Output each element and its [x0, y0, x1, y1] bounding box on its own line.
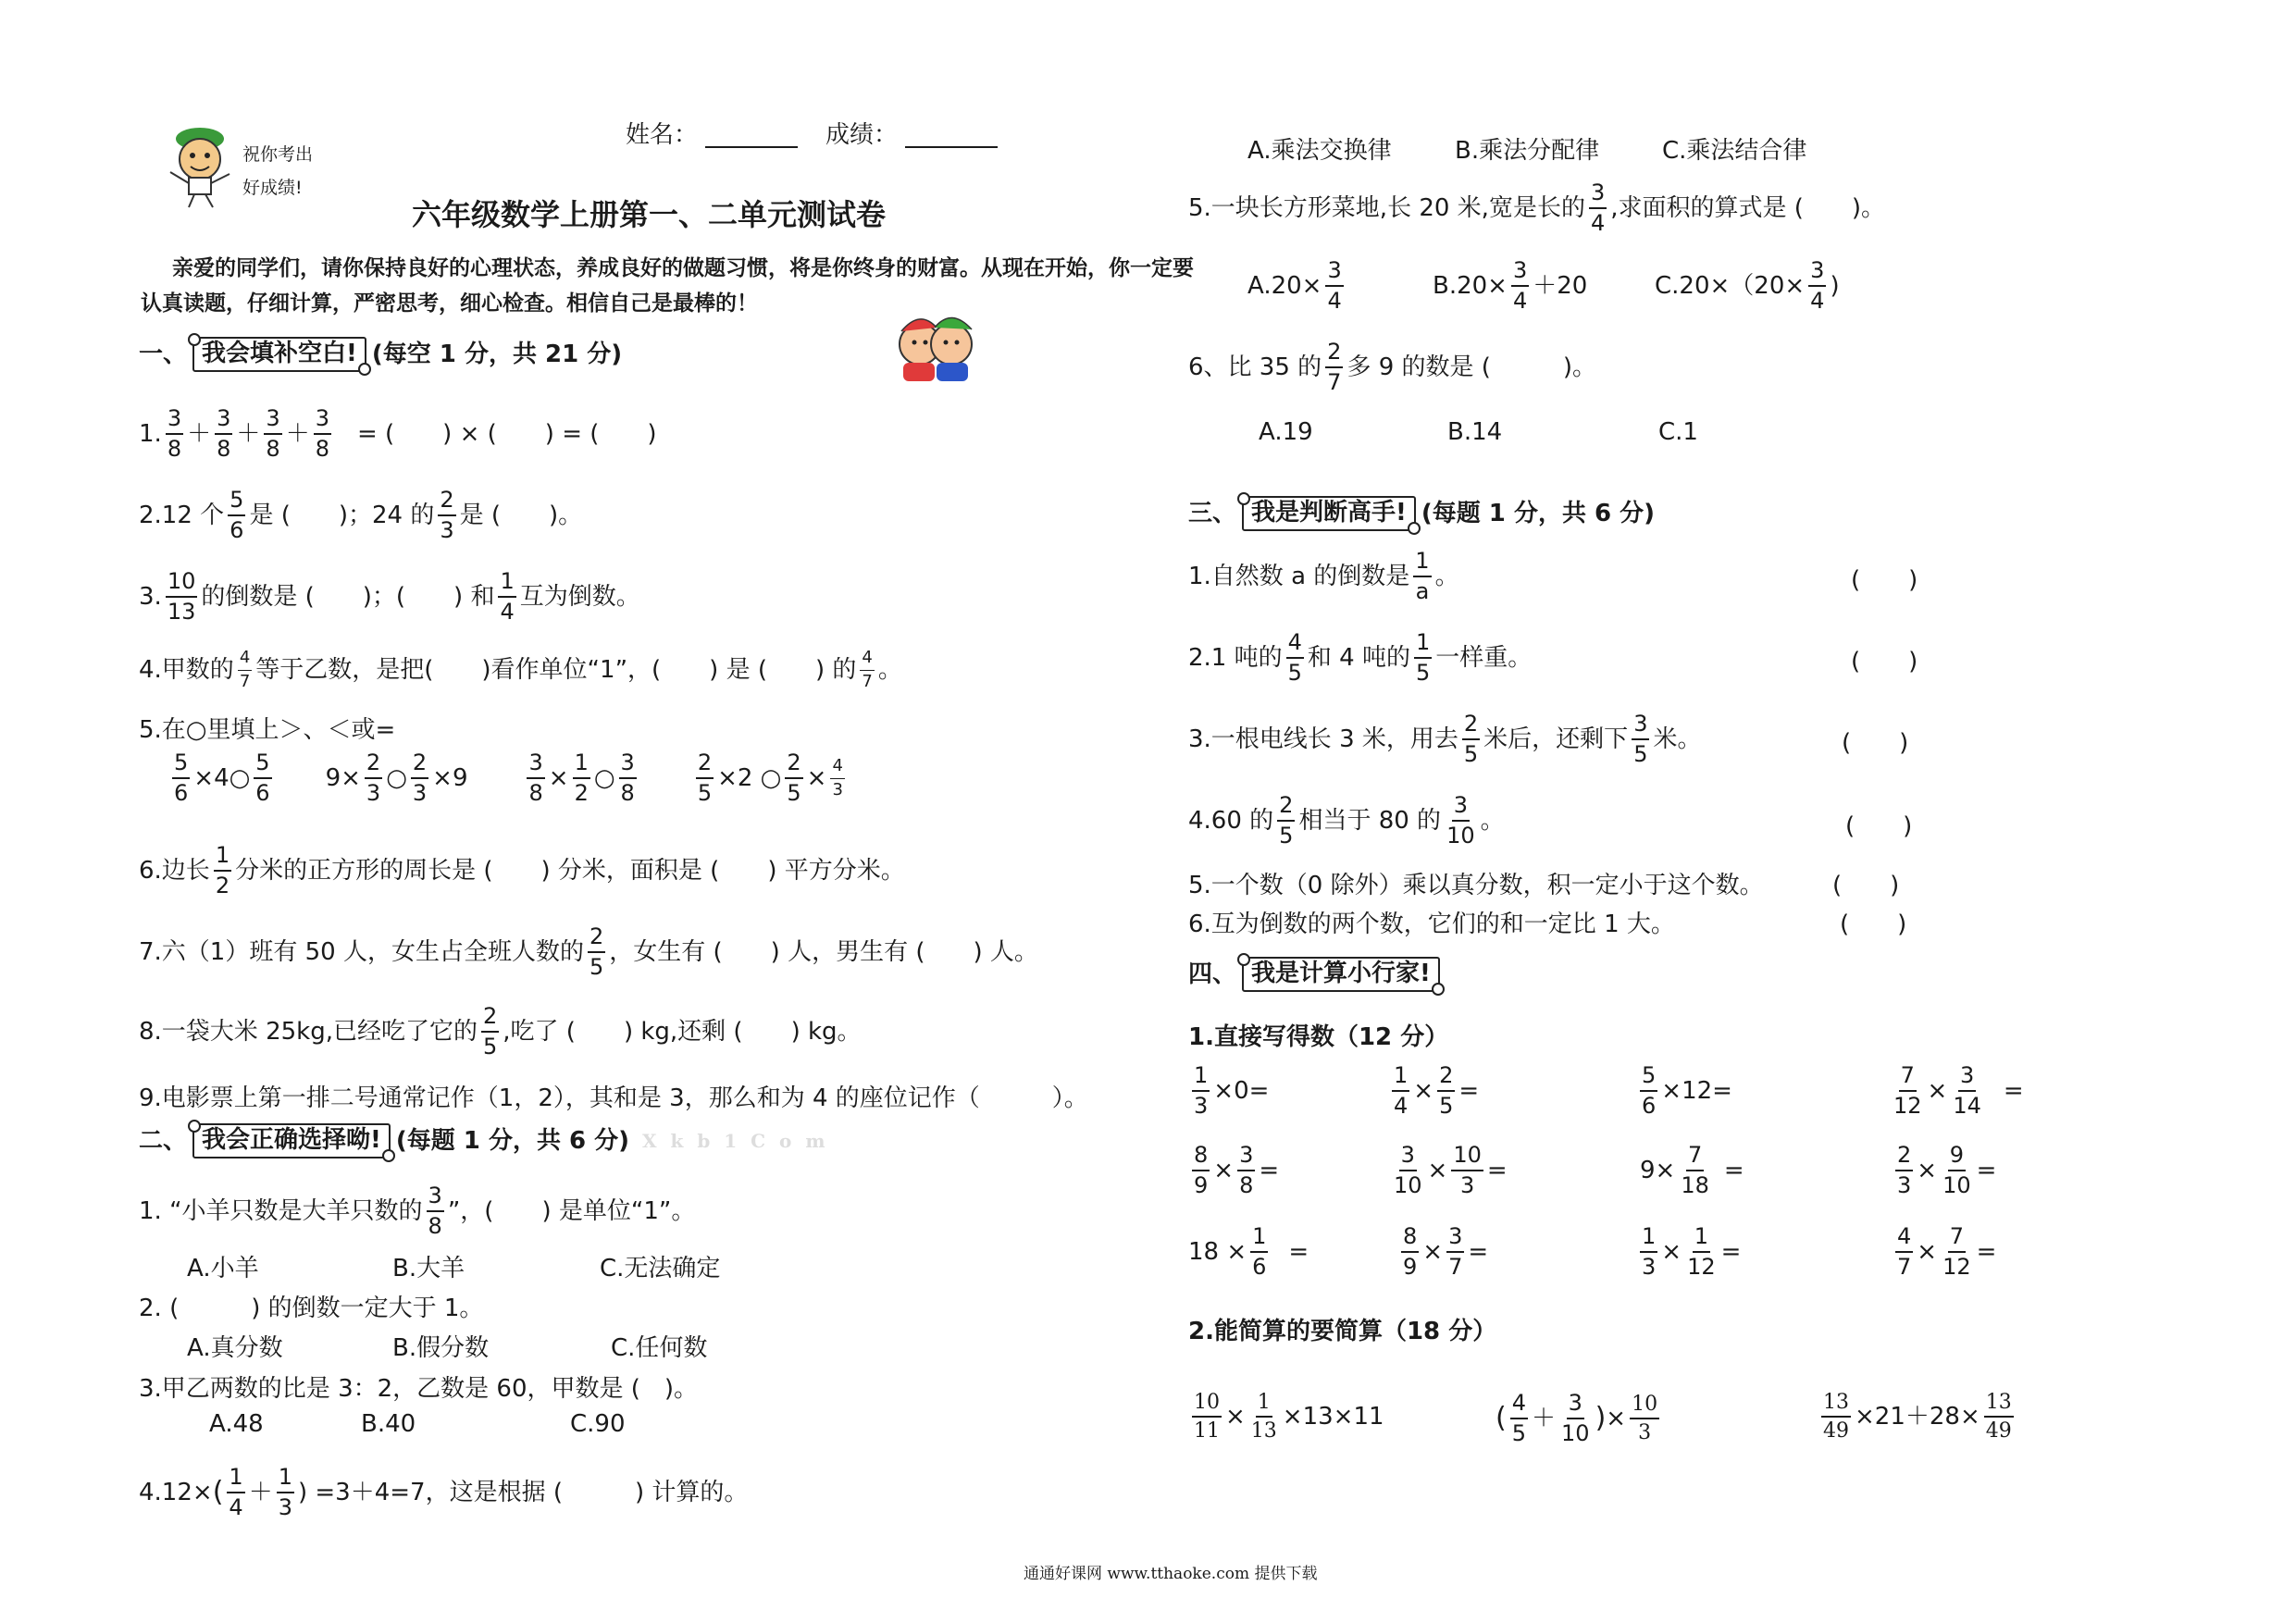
- s1-question-1: 1. $\frac{3}{8}$ ＋ $\frac{3}{8}$ ＋ $\frac{3}{8}$ ＋ $\frac{3}{8}$ = ( ) × ( ) = ( ): [139, 405, 657, 463]
- s1-question-5: 5.在○里填上＞、＜或=: [139, 716, 396, 744]
- fraction-2-5: $\frac{2}{5}$: [1279, 792, 1294, 849]
- calc-r2-c3: [1640, 1144, 1744, 1197]
- s3-question-5: 5.一个数（0 除外）乘以真分数，积一定小于这个数。: [1188, 872, 1764, 899]
- fraction-1-2: $\frac{1}{2}$: [215, 842, 230, 899]
- calc-r3-c2: $\frac{8}{9}$ × $\frac{3}{7}$ =: [1403, 1223, 1489, 1281]
- fraction-3-8: $\frac{3}{8}$: [315, 405, 329, 463]
- section3-heading: [1188, 496, 1655, 531]
- s2-q6-option-b: B.14: [1447, 418, 1503, 446]
- score-blank: [905, 122, 998, 148]
- calc-eq: =: [1468, 1238, 1489, 1267]
- s2-q1-a: 1. “小羊只数是大羊只数的: [139, 1197, 423, 1226]
- fraction-3-8: $\frac{3}{8}$: [266, 405, 280, 463]
- fraction-10-3: $\frac{10}{3}$: [1453, 1142, 1482, 1199]
- score-field: [825, 122, 998, 148]
- s3-q3-b: 米后，还剩下: [1483, 725, 1629, 754]
- fraction-2-5: $\frac{2}{5}$: [787, 750, 801, 807]
- fraction-1-13: $\frac{1}{13}$: [1250, 1391, 1277, 1443]
- q3-b: 的倒数是 ( )；( ) 和: [201, 583, 495, 612]
- s3-q6-answer-paren: ( ): [1840, 911, 1907, 938]
- fraction-4-5: $\frac{4}{5}$: [1287, 629, 1302, 687]
- s2-q6-option-a: A.19: [1259, 418, 1313, 446]
- fraction-1-a: $\frac{1}{a}$: [1415, 548, 1430, 605]
- calc-eq: =: [2003, 1077, 2024, 1106]
- s2-q4-a: 4.12×: [139, 1479, 213, 1507]
- calc-eq: =: [1288, 1238, 1309, 1267]
- s2-q2-option-a: A.真分数: [187, 1334, 283, 1362]
- s2-q1-option-c: C.无法确定: [600, 1255, 721, 1282]
- calc-eq: =: [1486, 1157, 1508, 1185]
- simplify-3: [1818, 1392, 2017, 1442]
- section2-num: 二、: [139, 1127, 188, 1155]
- calc-r3-c3: $\frac{1}{3}$ × $\frac{1}{12}$ =: [1642, 1223, 1742, 1281]
- calc-eq: =: [1720, 1238, 1742, 1267]
- s1-question-6: [139, 844, 905, 898]
- section4-sub2-row: [1188, 1319, 1496, 1344]
- calc-r1-c2: $\frac{1}{4}$ × $\frac{2}{5}$ =: [1394, 1062, 1480, 1120]
- calc-eq: =: [1259, 1157, 1280, 1185]
- s2-question-6: [1188, 341, 1596, 394]
- s2-q1-option-b: B.大羊: [392, 1255, 465, 1282]
- fraction-1-6: $\frac{1}{6}$: [1252, 1223, 1267, 1281]
- score-label: 成绩：: [825, 121, 899, 149]
- s2-question-5: [1188, 181, 1885, 235]
- q8-b: ,吃了 ( ) kg,还剩 ( ) kg。: [503, 1018, 862, 1047]
- fraction-1-5: $\frac{1}{5}$: [1415, 629, 1431, 687]
- calc-n9: 9×: [1640, 1157, 1676, 1185]
- s2-q3-option-c: C.90: [570, 1410, 626, 1438]
- q2-a: 2.12 个: [139, 502, 225, 530]
- s3-q3-c: 米。: [1653, 725, 1702, 754]
- s2-q4-option-b: B.乘法分配律: [1455, 137, 1600, 165]
- name-field: [626, 122, 798, 148]
- q5-i7: ×2 ○: [717, 764, 782, 793]
- s2-q4-option-c: C.乘法结合律: [1662, 137, 1807, 165]
- calc-eq: =: [1723, 1157, 1744, 1185]
- s2-q5-c-text: C.20×（20×: [1655, 272, 1806, 301]
- section4-heading: [1188, 957, 1446, 992]
- s2-q2-option-b: B.假分数: [392, 1334, 490, 1362]
- fraction-3-4: $\frac{3}{4}$: [1810, 257, 1825, 315]
- s3-question-1: [1188, 550, 1459, 603]
- s3-q2-a: 2.1 吨的: [1188, 644, 1283, 673]
- section1-title: 我会填补空白!: [192, 337, 366, 372]
- calc-r3-c4: $\frac{4}{7}$ × $\frac{7}{12}$ =: [1897, 1223, 1997, 1281]
- mascot-text-1: 祝你考出: [242, 144, 314, 165]
- s2-question-3: 3.甲乙两数的比是 3：2，乙数是 60，甲数是 ( )。: [139, 1375, 699, 1403]
- s3-q1-b: 。: [1434, 563, 1459, 591]
- fraction-3-4: $\frac{3}{4}$: [1512, 257, 1528, 315]
- q8-a: 8.一袋大米 25kg,已经吃了它的: [139, 1018, 478, 1047]
- s2-q5-a: 5.一块长方形菜地,长 20 米,宽是长的: [1188, 194, 1585, 223]
- s3-q2-answer-paren: ( ): [1851, 648, 1918, 675]
- s2-q5-option-b: [1433, 259, 1587, 313]
- s2-q1-b: ”，( ) 是单位“1”。: [447, 1197, 696, 1226]
- calc-eq: =: [1976, 1157, 1997, 1185]
- section1-heading: [139, 337, 622, 372]
- fraction-13-49: $\frac{13}{49}$: [1823, 1391, 1849, 1443]
- q1-label: 1.: [139, 420, 162, 449]
- calc-eq: =: [1458, 1077, 1480, 1106]
- simplify-1: $\frac{10}{11}$ × $\frac{1}{13}$ ×13×11: [1194, 1391, 1384, 1443]
- calc-x12: ×12=: [1661, 1077, 1732, 1106]
- mascot-illustration: [157, 118, 242, 211]
- section2-title: 我会正确选择呦!: [192, 1123, 391, 1158]
- q5-i8: ×: [806, 764, 827, 793]
- name-blank: [705, 122, 798, 148]
- s3-q4-a: 4.60 的: [1188, 807, 1274, 836]
- s2-q5-b-text: B.20×: [1433, 272, 1508, 301]
- q5-i4: ×9: [432, 764, 468, 793]
- s1-question-3: [139, 570, 640, 624]
- fraction-5-6: $\frac{5}{6}$: [1642, 1062, 1657, 1120]
- section4-sub1: 1.直接写得数（12 分）: [1188, 1023, 1449, 1051]
- s2-q3-option-a: A.48: [209, 1410, 264, 1438]
- fraction-5-6: $\frac{5}{6}$: [230, 487, 244, 544]
- fraction-3-5: $\frac{3}{5}$: [1633, 711, 1648, 768]
- s2-q2-option-c: C.任何数: [611, 1334, 708, 1362]
- simplify-3-tail: ×21＋28×: [1855, 1403, 1980, 1431]
- fraction-1-4: $\frac{1}{4}$: [1394, 1062, 1409, 1120]
- fraction-8-9: $\frac{8}{9}$: [1403, 1223, 1418, 1281]
- q5-i5: ×: [548, 764, 569, 793]
- fraction-1-4: $\frac{1}{4}$: [229, 1464, 243, 1521]
- name-label: 姓名：: [626, 121, 699, 149]
- fraction-9-10: $\frac{9}{10}$: [1942, 1142, 1971, 1199]
- fraction-4-3: $\frac{4}{3}$: [832, 755, 843, 799]
- calc-r1-c1: [1188, 1064, 1269, 1118]
- s2-q5-option-c: [1655, 259, 1840, 313]
- fraction-4-7: $\frac{4}{7}$: [239, 648, 251, 691]
- section2-heading: [139, 1123, 829, 1158]
- fraction-10-11: $\frac{10}{11}$: [1194, 1391, 1220, 1443]
- q4-b: 等于乙数，是把( )看作单位“1”，( ) 是 ( ) 的: [255, 656, 857, 685]
- s3-q5-answer-paren: ( ): [1832, 872, 1900, 899]
- s3-question-6: 6.互为倒数的两个数，它们的和一定比 1 大。: [1188, 911, 1675, 938]
- fraction-13-49: $\frac{13}{49}$: [1985, 1391, 2012, 1443]
- s3-question-3: [1188, 712, 1701, 766]
- s3-question-2: [1188, 631, 1532, 685]
- q6-a: 6.边长: [139, 857, 210, 886]
- fraction-3-7: $\frac{3}{7}$: [1448, 1223, 1463, 1281]
- s2-question-4: 4.12× ( $\frac{1}{4}$ ＋ $\frac{1}{3}$ ) =3＋4=7，这是根据 ( ) 计算的。: [139, 1464, 749, 1521]
- q3-a: 3.: [139, 583, 162, 612]
- fraction-4-7: $\frac{4}{7}$: [862, 648, 873, 691]
- simplify-2: ( $\frac{4}{5}$ ＋ $\frac{3}{10}$ ) × $\frac{10}{3}$: [1496, 1390, 1658, 1447]
- q5-i2: 9×: [325, 764, 361, 793]
- fraction-2-5: $\frac{2}{5}$: [1439, 1062, 1454, 1120]
- section3-title: 我是判断高手!: [1242, 496, 1416, 531]
- fraction-2-7: $\frac{2}{7}$: [1327, 339, 1342, 396]
- q1-tail: = ( ) × ( ) = ( ): [356, 420, 657, 449]
- fraction-7-12: $\frac{7}{12}$: [1893, 1062, 1922, 1120]
- footer-credit: 通通好课网 www.tthaoke.com 提供下载: [1024, 1565, 1318, 1583]
- kids-illustration: [890, 302, 983, 385]
- fraction-10-13: $\frac{10}{13}$: [167, 568, 196, 626]
- s3-question-4: [1188, 794, 1505, 848]
- s2-q5-b-tail: ＋20: [1533, 272, 1588, 301]
- s2-q5-option-a: [1247, 259, 1347, 313]
- s1-question-7: [139, 925, 1038, 979]
- calc-r2-c4: $\frac{2}{3}$ × $\frac{9}{10}$ =: [1897, 1142, 1997, 1199]
- fraction-2-3: $\frac{2}{3}$: [1897, 1142, 1912, 1199]
- q5-i3: ○: [386, 764, 407, 793]
- s1-question-2: [139, 489, 582, 542]
- fraction-3-10: $\frac{3}{10}$: [1561, 1390, 1590, 1447]
- fraction-3-8: $\frac{3}{8}$: [167, 405, 182, 463]
- fraction-1-12: $\frac{1}{12}$: [1687, 1223, 1716, 1281]
- s3-q1-answer-paren: ( ): [1851, 566, 1918, 594]
- fraction-4-7: $\frac{4}{7}$: [1897, 1223, 1912, 1281]
- s2-q3-option-b: B.40: [361, 1410, 416, 1438]
- fraction-2-5: $\frac{2}{5}$: [1463, 711, 1479, 768]
- section2-score: (每题 1 分，共 6 分): [395, 1127, 630, 1155]
- fraction-5-6: $\frac{5}{6}$: [255, 750, 270, 807]
- s2-q6-option-c: C.1: [1658, 418, 1698, 446]
- fraction-2-5: $\frac{2}{5}$: [697, 750, 713, 807]
- fraction-1-3: $\frac{1}{3}$: [278, 1464, 292, 1521]
- fraction-1-3: $\frac{1}{3}$: [1194, 1062, 1209, 1120]
- fraction-3-4: $\frac{3}{4}$: [1327, 257, 1342, 315]
- fraction-2-3: $\frac{2}{3}$: [440, 487, 454, 544]
- s3-q4-answer-paren: ( ): [1845, 812, 1913, 840]
- s1-question-9: 9.电影票上第一排二号通常记作（1，2），其和是 3，那么和为 4 的座位记作（ ）。: [139, 1084, 1088, 1112]
- calc-r2-c1: $\frac{8}{9}$ × $\frac{3}{8}$ =: [1194, 1142, 1280, 1199]
- s3-q4-b: 相当于 80 的: [1298, 807, 1442, 836]
- fraction-5-6: $\frac{5}{6}$: [174, 750, 189, 807]
- s2-question-2: 2. ( ) 的倒数一定大于 1。: [139, 1295, 484, 1322]
- q4-a: 4.甲数的: [139, 656, 234, 685]
- fraction-3-14: $\frac{3}{14}$: [1953, 1062, 1981, 1120]
- q7-a: 7.六（1）班有 50 人，女生占全班人数的: [139, 938, 584, 967]
- section1-num: 一、: [139, 341, 188, 368]
- calc-r1-c4: $\frac{7}{12}$ × $\frac{3}{14}$ =: [1893, 1062, 2024, 1120]
- s1-question-4: [139, 650, 902, 691]
- s3-q3-a: 3.一根电线长 3 米，用去: [1188, 725, 1458, 754]
- calc-r2-c2: $\frac{3}{10}$ × $\frac{10}{3}$ =: [1394, 1142, 1508, 1199]
- q2-c: 是 ( )。: [459, 502, 583, 530]
- s2-q6-a: 6、比 35 的: [1188, 353, 1322, 382]
- fraction-7-18: $\frac{7}{18}$: [1681, 1142, 1709, 1199]
- q7-b: ，女生有 ( ) 人，男生有 ( ) 人。: [609, 938, 1038, 967]
- section4-num: 四、: [1188, 960, 1237, 988]
- section1-score: (每空 1 分，共 21 分): [371, 341, 623, 368]
- calc-r1-c3: [1636, 1064, 1732, 1118]
- s2-q4-b: ) =3＋4=7，这是根据 ( ) 计算的。: [297, 1479, 749, 1507]
- fraction-10-3: $\frac{10}{3}$: [1632, 1393, 1658, 1445]
- fraction-2-3: $\frac{2}{3}$: [366, 750, 381, 807]
- s2-question-1: [139, 1184, 695, 1238]
- page-title: 六年级数学上册第一、二单元测试卷: [412, 197, 887, 232]
- fraction-7-12: $\frac{7}{12}$: [1942, 1223, 1971, 1281]
- fraction-3-10: $\frac{3}{10}$: [1446, 792, 1475, 849]
- fraction-1-4: $\frac{1}{4}$: [500, 568, 515, 626]
- s3-q4-c: 。: [1480, 807, 1505, 836]
- section3-num: 三、: [1188, 500, 1237, 527]
- section4-sub2: 2.能简算的要简算（18 分）: [1188, 1318, 1497, 1345]
- s2-q5-b: ,求面积的算式是 ( )。: [1610, 194, 1886, 223]
- fraction-2-3: $\frac{2}{3}$: [412, 750, 428, 807]
- fraction-3-4: $\frac{3}{4}$: [1590, 180, 1606, 237]
- simplify-1-tail: ×13×11: [1282, 1403, 1384, 1431]
- fraction-8-9: $\frac{8}{9}$: [1194, 1142, 1209, 1199]
- s3-q3-answer-paren: ( ): [1842, 729, 1909, 757]
- intro-line-1: 亲爱的同学们，请你保持良好的心理状态，养成良好的做题习惯，将是你终身的财富。从现在开始，你一定要: [172, 256, 1194, 280]
- watermark-text: X k b 1 C o m: [642, 1130, 829, 1152]
- s3-q1-a: 1.自然数 a 的倒数是: [1188, 563, 1410, 591]
- fraction-3-8: $\frac{3}{8}$: [428, 1183, 442, 1240]
- fraction-3-8: $\frac{3}{8}$: [1239, 1142, 1254, 1199]
- s2-q5-c-tail: ): [1830, 272, 1840, 301]
- q3-c: 互为倒数。: [519, 583, 640, 612]
- s2-q1-option-a: A.小羊: [187, 1255, 259, 1282]
- q5-i6: ○: [593, 764, 615, 793]
- s2-q5-a-text: A.20×: [1247, 272, 1322, 301]
- fraction-1-3: $\frac{1}{3}$: [1642, 1223, 1657, 1281]
- s1-question-8: [139, 1005, 862, 1059]
- q6-b: 分米的正方形的周长是 ( ) 分米，面积是 ( ) 平方分米。: [235, 857, 905, 886]
- s1-question-5-items: [168, 751, 849, 805]
- section3-score: (每题 1 分，共 6 分): [1421, 500, 1656, 527]
- calc-eq: =: [1976, 1238, 1997, 1267]
- q5-i1: ×4○: [193, 764, 251, 793]
- fraction-2-5: $\frac{2}{5}$: [589, 923, 604, 981]
- fraction-3-10: $\frac{3}{10}$: [1394, 1142, 1422, 1199]
- mascot-text-2: 好成绩!: [242, 178, 303, 198]
- section4-title: 我是计算小行家!: [1242, 957, 1440, 992]
- fraction-2-5: $\frac{2}{5}$: [482, 1003, 498, 1060]
- fraction-1-2: $\frac{1}{2}$: [574, 750, 589, 807]
- s2-q4-option-a: A.乘法交换律: [1247, 137, 1392, 165]
- calc-x0: ×0=: [1213, 1077, 1270, 1106]
- fraction-3-8: $\frac{3}{8}$: [217, 405, 231, 463]
- calc-r3-c1: [1188, 1225, 1309, 1279]
- s3-q2-b: 和 4 吨的: [1307, 644, 1410, 673]
- q2-b: 是 ( )；24 的: [249, 502, 435, 530]
- fraction-4-5: $\frac{4}{5}$: [1511, 1390, 1526, 1447]
- s3-q2-c: 一样重。: [1435, 644, 1533, 673]
- s2-q6-b: 多 9 的数是 ( )。: [1347, 353, 1597, 382]
- fraction-3-8: $\frac{3}{8}$: [620, 750, 635, 807]
- intro-line-2: 认真读题，仔细计算，严密思考，细心检查。相信自己是最棒的！: [141, 291, 758, 316]
- fraction-3-8: $\frac{3}{8}$: [528, 750, 543, 807]
- q4-c: 。: [877, 656, 902, 685]
- calc-n18: 18 ×: [1188, 1238, 1247, 1267]
